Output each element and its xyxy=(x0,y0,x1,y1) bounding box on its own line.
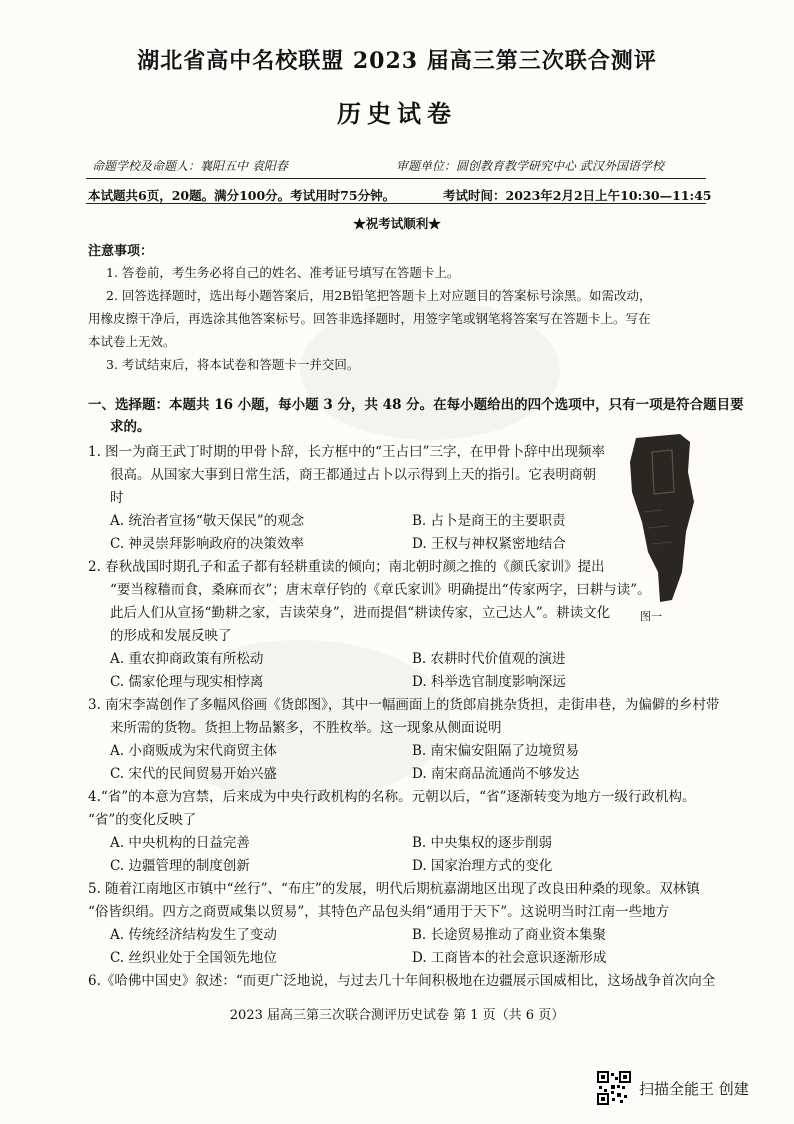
option-a: A. 中央机构的日益完善 xyxy=(110,835,250,851)
option-c: C. 神灵崇拜影响政府的决策效率 xyxy=(110,536,304,552)
notice-line: 3. 考试结束后，将本试卷和答题卡一并交回。 xyxy=(106,357,360,372)
qr-code-icon xyxy=(597,1071,631,1105)
question-text: “省”的变化反映了 xyxy=(88,812,197,828)
question-text: 时 xyxy=(110,490,124,506)
exam-title: 湖北省高中名校联盟 2023 届高三第三次联合测评 xyxy=(137,48,657,74)
option-b: B. 长途贸易推动了商业资本集聚 xyxy=(412,927,607,943)
section-heading-cont: 求的。 xyxy=(110,419,151,435)
option-a: A. 重农抑商政策有所松动 xyxy=(110,651,264,667)
option-d: D. 工商皆本的社会意识逐渐形成 xyxy=(412,950,607,966)
figure-caption: 图一 xyxy=(640,610,662,623)
notice-line: 本试卷上无效。 xyxy=(88,334,176,349)
option-c: C. 宋代的民间贸易开始兴盛 xyxy=(110,766,277,782)
option-c: C. 边疆管理的制度创新 xyxy=(110,858,250,874)
setter-info: 命题学校及命题人：襄阳五中 袁阳春 xyxy=(92,159,288,173)
question-text: 3. 南宋李嵩创作了多幅风俗画《货郎图》，其中一幅画面上的货郎肩挑杂货担，走街串巷，为偏僻的乡村带 xyxy=(88,697,720,713)
notice-heading: 注意事项： xyxy=(88,244,154,259)
good-luck-banner: ★祝考试顺利★ xyxy=(353,216,441,231)
option-d: D. 国家治理方式的变化 xyxy=(412,858,553,874)
option-b: B. 占卜是商王的主要职责 xyxy=(412,513,566,529)
section-heading: 一、选择题：本题共 16 小题，每小题 3 分，共 48 分。在每小题给出的四个选项中，只有一项是符合题目要 xyxy=(88,397,744,413)
option-b: B. 农耕时代价值观的演进 xyxy=(412,651,566,667)
option-b: B. 中央集权的逐步削弱 xyxy=(412,835,553,851)
page-footer: 2023 届高三第三次联合测评历史试卷 第 1 页（共 6 页） xyxy=(229,1008,565,1023)
question-text: 5. 随着江南地区市镇中“丝行”、“布庄”的发展，明代后期杭嘉湖地区出现了改良田种桑的现象。双林镇 xyxy=(88,881,700,897)
notice-line: 1. 答卷前，考生务必将自己的姓名、准考证号填写在答题卡上。 xyxy=(106,265,460,280)
question-text: 4.“省”的本意为宫禁，后来成为中央行政机构的名称。元朝以后，“省”逐渐转变为地方一级行政机构。 xyxy=(88,789,696,805)
question-text: “俗皆织绢。四方之商贾咸集以贸易”，其特色产品包头绢“通用于天下”。这说明当时江南一些地方 xyxy=(88,904,670,920)
option-d: D. 南宋商品流通尚不够发达 xyxy=(412,766,580,782)
subject-title: 历史试卷 xyxy=(337,99,457,128)
question-text: 此后人们从宣扬“勤耕之家，吉读荣身”，进而提倡“耕读传家，立己达人”。耕读文化 xyxy=(110,605,611,621)
scanner-watermark: 扫描全能王 创建 xyxy=(639,1080,749,1098)
notice-line: 用橡皮擦干净后，再选涂其他答案标号。回答非选择题时，用签字笔或钢笔将答案写在答题卡上。写在 xyxy=(88,311,651,326)
question-text: 1. 图一为商王武丁时期的甲骨卜辞，长方框中的“王占曰”三字，在甲骨卜辞中出现频率 xyxy=(88,444,605,460)
exam-info: 本试题共6页，20题。满分100分。考试用时75分钟。 xyxy=(88,188,396,203)
option-c: C. 丝织业处于全国领先地位 xyxy=(110,950,277,966)
option-b: B. 南宋偏安阻隔了边境贸易 xyxy=(412,743,580,759)
exam-time: 考试时间：2023年2月2日上午10:30—11:45 xyxy=(443,188,712,203)
option-a: A. 小商贩成为宋代商贸主体 xyxy=(110,743,277,759)
option-a: A. 传统经济结构发生了变动 xyxy=(110,927,277,943)
option-d: D. 王权与神权紧密地结合 xyxy=(412,536,566,552)
header-rule xyxy=(86,178,706,179)
question-text: 2. 春秋战国时期孔子和孟子都有轻耕重读的倾向；南北朝时颜之推的《颜氏家训》提出 xyxy=(88,559,605,575)
question-text: 很高。从国家大事到日常生活，商王都通过占卜以示得到上天的指引。它表明商朝 xyxy=(110,467,596,483)
option-c: C. 儒家伦理与现实相悖离 xyxy=(110,674,264,690)
question-text: 6.《哈佛中国史》叙述：“而更广泛地说，与过去几十年间积极地在边疆展示国威相比，这场战争首次向全 xyxy=(88,973,716,989)
option-a: A. 统治者宣扬“敬天保民”的观念 xyxy=(110,513,305,529)
info-rule xyxy=(86,203,706,204)
notice-line: 2. 回答选择题时，选出每小题答案后，用2B铅笔把答题卡上对应题目的答案标号涂黑。如需改动， xyxy=(106,288,652,303)
option-d: D. 科举选官制度影响深远 xyxy=(412,674,566,690)
reviewer-info: 审题单位：圆创教育教学研究中心 武汉外国语学校 xyxy=(396,159,664,173)
question-text: “要当稼穑而食，桑麻而衣”；唐末章仔钧的《章氏家训》明确提出“传家两字，曰耕与读”。 xyxy=(110,582,651,598)
question-text: 来所需的货物。货担上物品繁多，不胜枚举。这一现象从侧面说明 xyxy=(110,720,502,736)
question-text: 的形成和发展反映了 xyxy=(110,628,232,644)
